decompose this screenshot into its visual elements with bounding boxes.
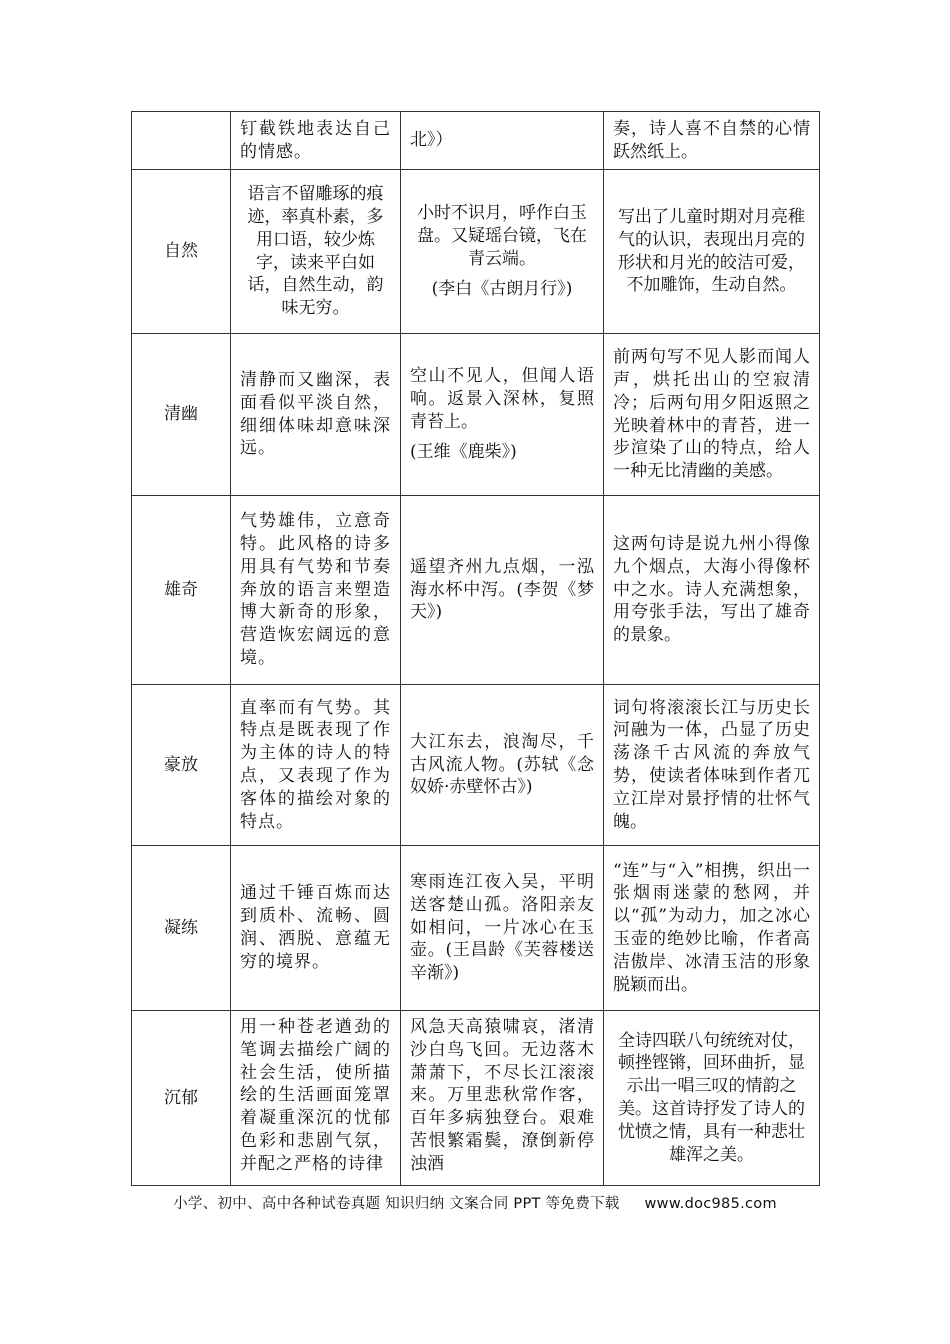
- example-text: 大江东去，浪淘尽，千古风流人物。(苏轼《念奴娇·赤壁怀古》): [410, 731, 594, 798]
- table-row: [132, 170, 820, 334]
- trait-cell: 清静而又幽深，表面看似平淡自然，细细体味却意味深远。: [231, 334, 401, 496]
- trait-cell: 直率而有气势。其特点是既表现了作为主体的诗人的特点，又表现了作为客体的描绘对象的特点。: [231, 685, 401, 846]
- style-cell: 自然: [132, 170, 231, 334]
- example-cell: [401, 170, 604, 334]
- example-cell: [401, 496, 604, 685]
- example-cell: [401, 112, 604, 170]
- example-text: 遥望齐州九点烟，一泓海水杯中泻。(李贺《梦天》): [410, 556, 594, 623]
- style-cell: 凝练: [132, 846, 231, 1011]
- example-source: (李白《古朗月行》): [431, 279, 573, 300]
- trait-cell: 用一种苍老遒劲的笔调去描绘广阔的社会生活，使所描绘的生活画面笼罩着凝重深沉的忧郁色彩和悲剧气氛，并配之严格的诗律: [231, 1011, 401, 1186]
- example-cell: [401, 846, 604, 1011]
- analysis-cell: 写出了儿童时期对月亮稚气的认识，表现出月亮的形状和月光的皎洁可爱，不加雕饰，生动自然。: [604, 170, 820, 334]
- table-row: [132, 846, 820, 1011]
- table-row: [132, 496, 820, 685]
- example-cell: [401, 334, 604, 496]
- page-footer: [0, 1192, 950, 1213]
- table-row: [132, 112, 820, 170]
- analysis-cell: 词句将滚滚长江与历史长河融为一体，凸显了历史荡涤千古风流的奔放气势，使读者体味到作者兀立江岸对景抒情的壮怀气魄。: [604, 685, 820, 846]
- example-text: 空山不见人，但闻人语响。返景入深林，复照青苔上。: [410, 365, 594, 432]
- footer-text: 小学、初中、高中各种试卷真题 知识归纳 文案合同 PPT 等免费下载: [173, 1196, 620, 1212]
- style-cell: 清幽: [132, 334, 231, 496]
- style-cell: [132, 112, 231, 170]
- example-cell: [401, 1011, 604, 1186]
- example-source: (王维《鹿柴》): [410, 442, 517, 463]
- example-cell: [401, 685, 604, 846]
- example-text: 北》）: [410, 130, 453, 151]
- table-row: [132, 334, 820, 496]
- style-cell: 沉郁: [132, 1011, 231, 1186]
- analysis-cell: 这两句诗是说九州小得像九个烟点，大海小得像杯中之水。诗人充满想象，用夸张手法，写出了雄奇的景象。: [604, 496, 820, 685]
- table-row: [132, 1011, 820, 1186]
- style-cell: 雄奇: [132, 496, 231, 685]
- trait-cell: 通过千锤百炼而达到质朴、流畅、圆润、洒脱、意蕴无穷的境界。: [231, 846, 401, 1011]
- style-cell: 豪放: [132, 685, 231, 846]
- analysis-cell: “连”与“入”相携，织出一张烟雨迷蒙的愁网，并以“孤”为动力，加之冰心玉壶的绝妙比喻，作者高洁傲岸、冰清玉洁的形象脱颖而出。: [604, 846, 820, 1011]
- trait-cell: 语言不留雕琢的痕迹，率真朴素，多用口语，较少炼字，读来平白如话，自然生动，韵味无穷。: [231, 170, 401, 334]
- example-text: 小时不识月，呼作白玉盘。又疑瑶台镜，飞在青云端。: [417, 202, 587, 269]
- analysis-cell: 奏，诗人喜不自禁的心情跃然纸上。: [604, 112, 820, 170]
- trait-cell: 气势雄伟，立意奇特。此风格的诗多用具有气势和节奏奔放的语言来塑造博大新奇的形象，营造恢宏阔远的意境。: [231, 496, 401, 685]
- trait-cell: 钉截铁地表达自己的情感。: [231, 112, 401, 170]
- footer-url[interactable]: www.doc985.com: [644, 1196, 777, 1212]
- analysis-cell: 前两句写不见人影而闻人声，烘托出山的空寂清冷；后两句用夕阳返照之光映着林中的青苔，进一步渲染了山的特点，给人一种无比清幽的美感。: [604, 334, 820, 496]
- analysis-cell: 全诗四联八句统统对仗，顿挫铿锵，回环曲折，显示出一唱三叹的情韵之美。这首诗抒发了诗人的忧愤之情，具有一种悲壮雄浑之美。: [604, 1011, 820, 1186]
- poetry-style-table: [131, 111, 820, 1186]
- example-text: 风急天高猿啸哀，渚清沙白鸟飞回。无边落木萧萧下，不尽长江滚滚来。万里悲秋常作客，百年多病独登台。艰难苦恨繁霜鬓，潦倒新停浊酒: [410, 1017, 594, 1174]
- example-text: 寒雨连江夜入吴，平明送客楚山孤。洛阳亲友如相问，一片冰心在玉壶。(王昌龄《芙蓉楼送辛渐》): [410, 872, 594, 984]
- table-row: [132, 685, 820, 846]
